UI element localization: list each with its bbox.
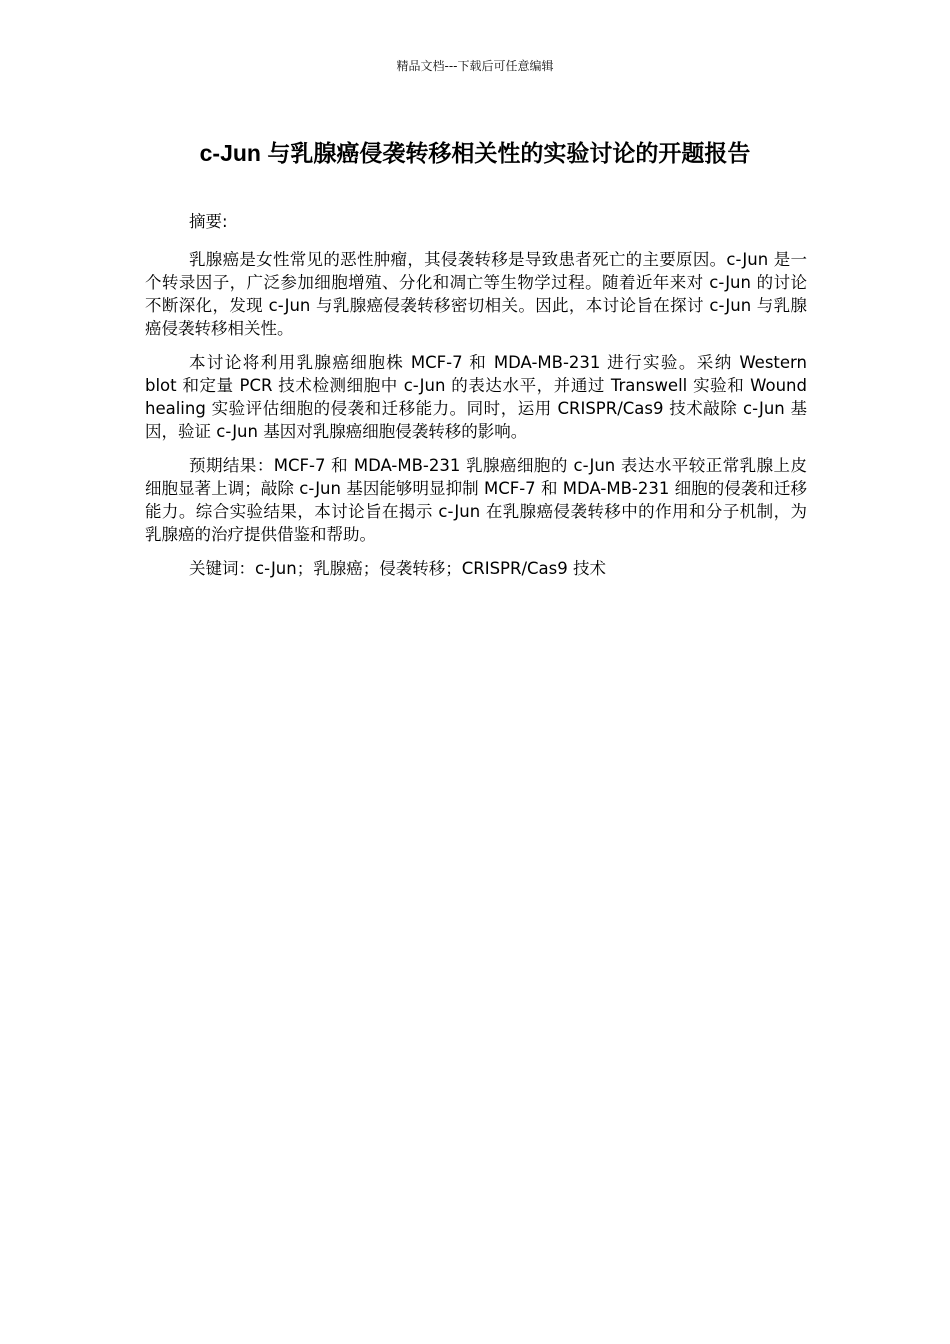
document-body [145, 210, 807, 591]
paragraph-background: 乳腺癌是女性常见的恶性肿瘤，其侵袭转移是导致患者死亡的主要原因。c-Jun 是一个转录因子，广泛参加细胞增殖、分化和凋亡等生物学过程。随着近年来对 c-Jun 的讨论不断深化，发现 c-Jun 与乳腺癌侵袭转移密切相关。因此，本讨论旨在探讨 c-Jun 与乳腺癌侵袭转移相关性。 [145, 250, 807, 338]
paragraph-expected-results: 预期结果：MCF-7 和 MDA-MB-231 乳腺癌细胞的 c-Jun 表达水平较正常乳腺上皮细胞显著上调；敲除 c-Jun 基因能够明显抑制 MCF-7 和 MDA-MB-231 细胞的侵袭和迁移能力。综合实验结果，本讨论旨在揭示 c-Jun 在乳腺癌侵袭转移中的作用和分子机制，为乳腺癌的治疗提供借鉴和帮助。 [145, 456, 807, 544]
abstract-label: 摘要: [189, 212, 228, 231]
keywords-line: 关键词：c-Jun；乳腺癌；侵袭转移；CRISPR/Cas9 技术 [189, 559, 606, 578]
header-note: 精品文档---下载后可任意编辑 [396, 59, 554, 73]
paragraph-methods: 本讨论将利用乳腺癌细胞株 MCF-7 和 MDA-MB-231 进行实验。采纳 Western blot 和定量 PCR 技术检测细胞中 c-Jun 的表达水平，并通过 Transwell 实验和 Wound healing 实验评估细胞的侵袭和迁移能力。同时，运用 CRISPR/Cas9 技术敲除 c-Jun 基因，验证 c-Jun 基因对乳腺癌细胞侵袭转移的影响。 [145, 353, 807, 441]
document-title: c-Jun 与乳腺癌侵袭转移相关性的实验讨论的开题报告 [199, 140, 751, 166]
